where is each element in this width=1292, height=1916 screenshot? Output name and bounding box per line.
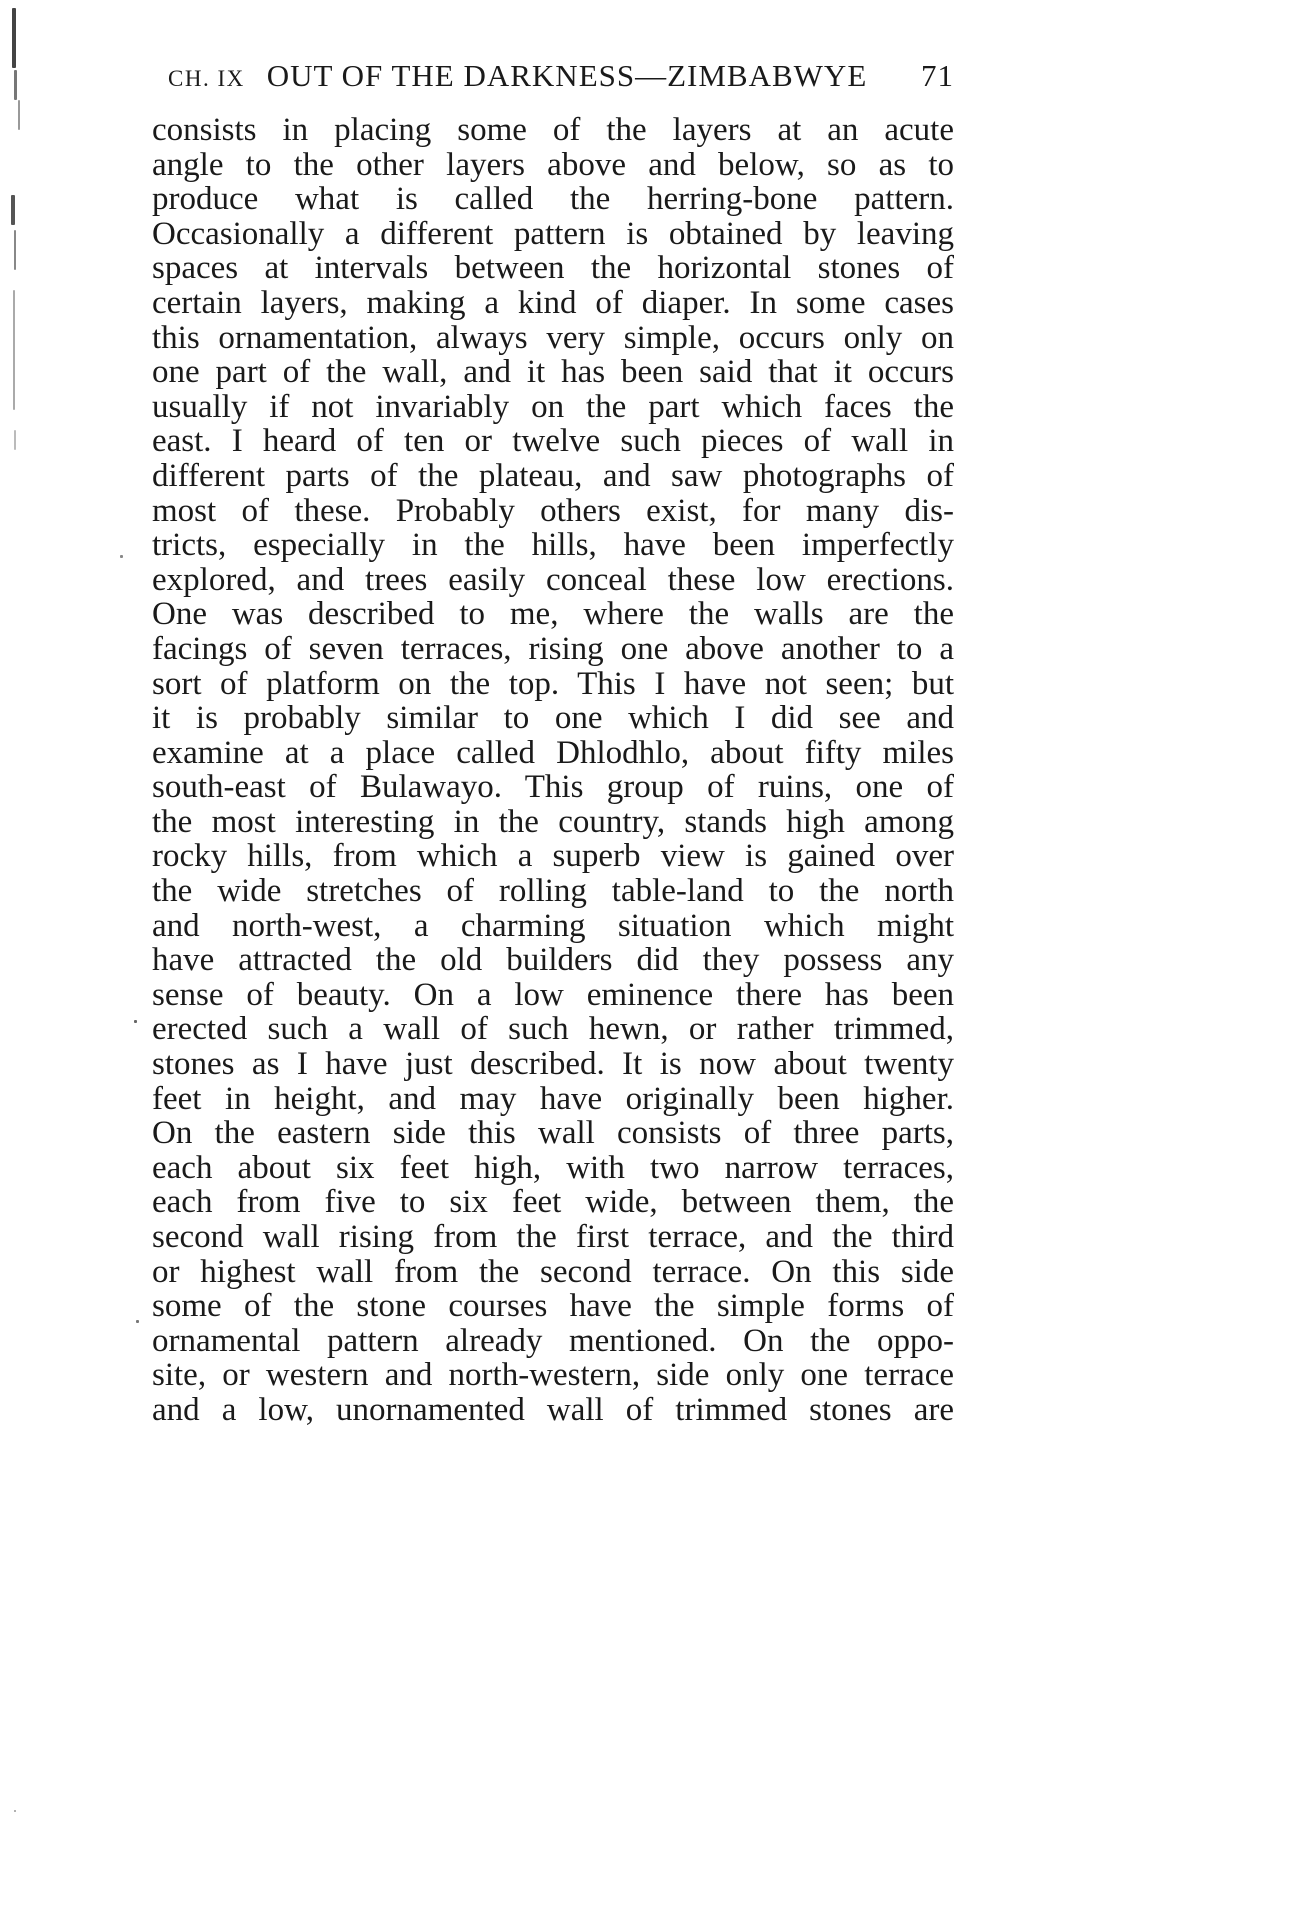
text-line: the wide stretches of rolling table-land to the north xyxy=(152,874,954,909)
text-line: angle to the other layers above and below, so as to xyxy=(152,147,954,183)
text-line: sort of platform on the top. This I have not seen; but xyxy=(152,666,954,702)
text-line: and north-west, a charming situation which might xyxy=(152,908,954,944)
text-line: each about six feet high, with two narrow terraces, xyxy=(152,1150,954,1186)
text-line: rocky hills, from which a superb view is gained over xyxy=(152,839,954,875)
scan-edge-marks xyxy=(8,0,48,1916)
text-line: or highest wall from the second terrace. On this side xyxy=(152,1254,954,1290)
text-line: one part of the wall, and it has been said that it occurs xyxy=(152,355,954,390)
running-head-title: OUT OF THE DARKNESS—ZIMBABWYE xyxy=(266,58,868,93)
text-line: explored, and trees easily conceal these low erections. xyxy=(152,562,954,598)
text-line: east. I heard of ten or twelve such pieces of wall in xyxy=(152,424,954,459)
text-line: On the eastern side this wall consists of three parts, xyxy=(152,1116,954,1151)
text-line: some of the stone courses have the simple forms of xyxy=(152,1289,954,1324)
text-line: tricts, especially in the hills, have been imperfectly xyxy=(152,528,954,563)
text-line: produce what is called the herring-bone pattern. xyxy=(152,182,954,217)
text-line: and a low, unornamented wall of trimmed stones are xyxy=(152,1392,954,1428)
text-line: consists in placing some of the layers at an acute xyxy=(152,113,954,148)
text-line: usually if not invariably on the part which faces the xyxy=(152,389,954,425)
chapter-label: CH. IX xyxy=(168,66,245,91)
text-line: feet in height, and may have originally been higher. xyxy=(152,1081,954,1117)
running-head xyxy=(168,58,954,108)
text-line: second wall rising from the first terrace, and the third xyxy=(152,1220,954,1255)
body-paragraph xyxy=(152,113,954,1428)
text-line: certain layers, making a kind of diaper. In some cases xyxy=(152,285,954,321)
text-line: One was described to me, where the walls are the xyxy=(152,597,954,632)
text-line: this ornamentation, always very simple, occurs only on xyxy=(152,320,954,356)
text-line: ornamental pattern already mentioned. On the oppo- xyxy=(152,1323,954,1359)
text-line: Occasionally a different pattern is obtained by leaving xyxy=(152,216,954,252)
text-line: have attracted the old builders did they possess any xyxy=(152,943,954,978)
page-number: 71 xyxy=(921,58,954,93)
text-line: stones as I have just described. It is now about twenty xyxy=(152,1047,954,1082)
text-line: most of these. Probably others exist, for many dis- xyxy=(152,493,954,529)
text-line: examine at a place called Dhlodhlo, about fifty miles xyxy=(152,735,954,771)
text-line: each from five to six feet wide, between them, the xyxy=(152,1185,954,1220)
text-line: spaces at intervals between the horizontal stones of xyxy=(152,251,954,286)
text-line: facings of seven terraces, rising one above another to a xyxy=(152,631,954,667)
text-line: erected such a wall of such hewn, or rather trimmed, xyxy=(152,1012,954,1048)
text-line: south-east of Bulawayo. This group of ruins, one of xyxy=(152,770,954,805)
text-line: sense of beauty. On a low eminence there has been xyxy=(152,977,954,1013)
text-line: the most interesting in the country, stands high among xyxy=(152,804,954,840)
text-line: site, or western and north-western, side only one terrace xyxy=(152,1358,954,1393)
text-line: it is probably similar to one which I did see and xyxy=(152,701,954,736)
text-line: different parts of the plateau, and saw photographs of xyxy=(152,458,954,494)
